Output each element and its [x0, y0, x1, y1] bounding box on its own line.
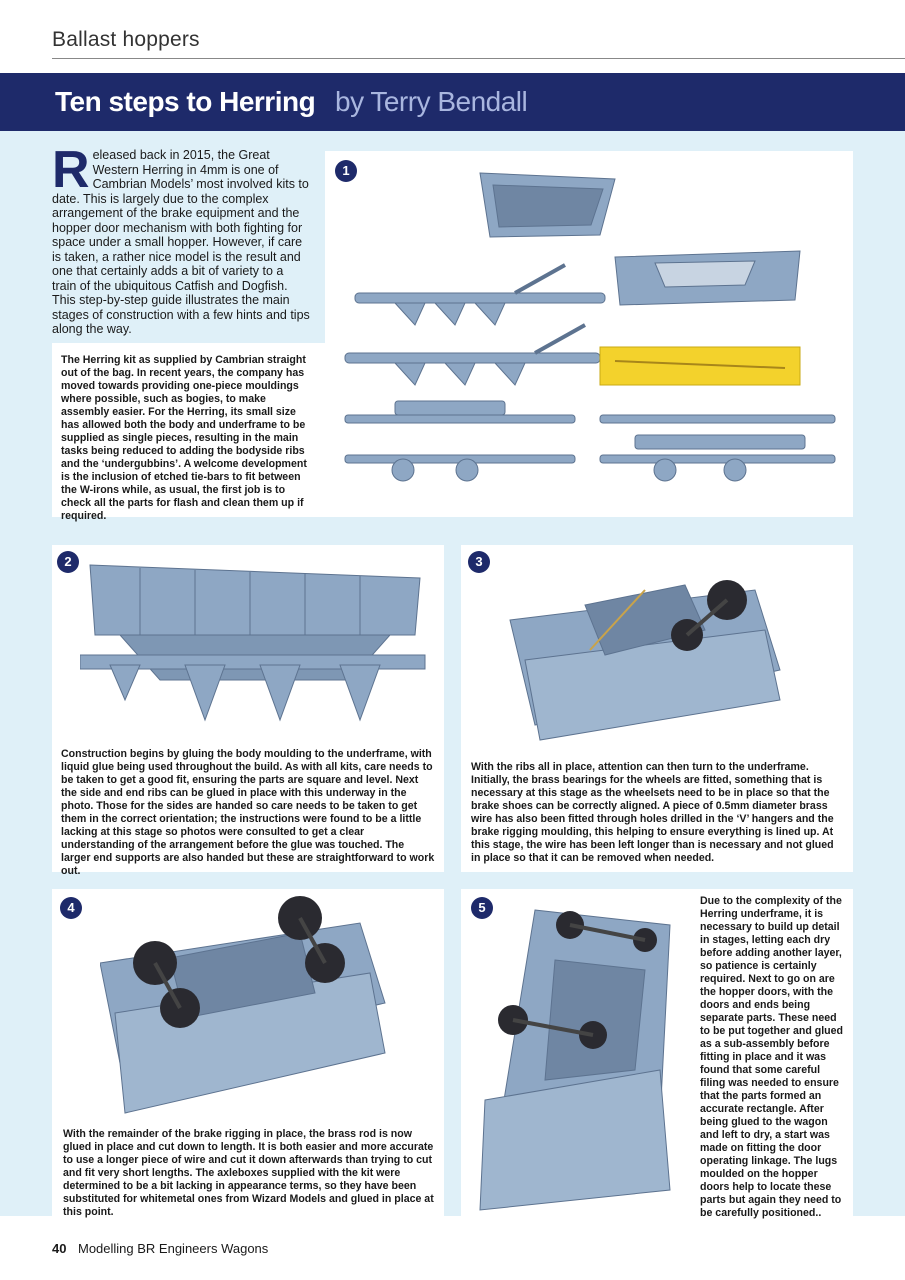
- step-4-photo: [100, 893, 390, 1118]
- step-3-caption: With the ribs all in place, attention can then turn to the underframe. Initially, the brass bearings for the wheels are fitted, something that is necessary at this stage as the wheelsets need to be in place so that the brake shoes can be correctly aligned. A piece of 0.5mm diameter brass wire has also been fitted through holes drilled in the ‘V’ hangers and the brake rigging moulding, this helping to ensure everything is lined up. At this stage, the wire has been left longer than is necessary and not glued in place so that it can be removed when needed.: [471, 761, 834, 864]
- step-1-photo: [335, 165, 845, 495]
- step-3-badge: 3: [468, 551, 490, 573]
- step-2-photo: [80, 560, 430, 735]
- page-number: 40: [52, 1241, 67, 1256]
- step-4-caption: With the remainder of the brake rigging in place, the brass rod is now glued in place and cut down to length. It is both easier and more accurate to use a longer piece of wire and cut it down afterwards than trying to cut and fit very short lengths. The axleboxes supplied with the kit were determined to be a bit lacking in appearance terms, so they have been substituted for whitemetal ones from Wizard Models and glued in place at this point.: [63, 1128, 434, 1218]
- publication-name: Modelling BR Engineers Wagons: [78, 1241, 269, 1256]
- drop-cap: R: [52, 141, 90, 199]
- step-3-photo: [505, 550, 785, 750]
- intro-paragraph: [52, 141, 310, 337]
- step-5-caption: Due to the complexity of the Herring underframe, it is necessary to build up detail in stages, letting each dry before adding another layer, so patience is certainly required. Next to go on are the hopper doors, with the doors and ends being separate parts. These need to be put together and glued as a sub-assembly before fitting in place and it was found that some careful filing was needed to ensure that the parts formed an accurate rectangle. After being glued to the wagon and left to dry, a start was made on fitting the door operating linkage. The lugs moulded on the hopper doors help to locate these parts but again they need to be carefully positioned..: [700, 895, 844, 1219]
- intro-text: eleased back in 2015, the Great Western Herring in 4mm is one of Cambrian Models’ most involved kits to date. This is largely due to the complex arrangement of the brake equipment and the hopper door mechanism with both fighting for space under a small hopper. However, if care is taken, a rather nice model is the result and one that certainly adds a bit of variety to a train of the ubiquitous Catfish and Dogfish. This step-by-step guide illustrates the main stages of construction with a few hints and tips along the way.: [52, 148, 310, 336]
- article-byline: by Terry Bendall: [335, 86, 528, 117]
- header-rule: [52, 58, 905, 59]
- step-4-badge: 4: [60, 897, 82, 919]
- article-title: Ten steps to Herring: [55, 86, 316, 117]
- step-5-photo: [475, 900, 690, 1215]
- step-2-caption: Construction begins by gluing the body moulding to the underframe, with liquid glue being used throughout the build. As with all kits, care needs to be taken to get a good fit, ensuring the parts are square and level. Next the side and end ribs can be glued in place with this underway in the photo. Those for the sides are handed so care needs to be taken to get them in the correct orientation; the instructions were found to be a little lacking at this stage so photos were consulted to get a clear understanding of the arrangement before the glue was touched. The larger end supports are also handed but these are straightforward to work out.: [61, 748, 435, 877]
- step-5-badge: 5: [471, 897, 493, 919]
- step-2-badge: 2: [57, 551, 79, 573]
- title-band: [0, 73, 905, 131]
- section-header: Ballast hoppers: [52, 28, 200, 51]
- step-1-caption: The Herring kit as supplied by Cambrian straight out of the bag. In recent years, the company has moved towards providing one-piece mouldings where possible, such as bogies, to make assembly easier. For the Herring, its small size has allowed both the body and underframe to be supplied as single pieces, resulting in the main tasks being reduced to adding the bodyside ribs and the ‘undergubbins’. A welcome development is the inclusion of etched tie-bars to fit between the W-irons while, as usual, the first job is to check all the parts for flash and clean them up if required.: [61, 354, 307, 522]
- step-1-badge: 1: [335, 160, 357, 182]
